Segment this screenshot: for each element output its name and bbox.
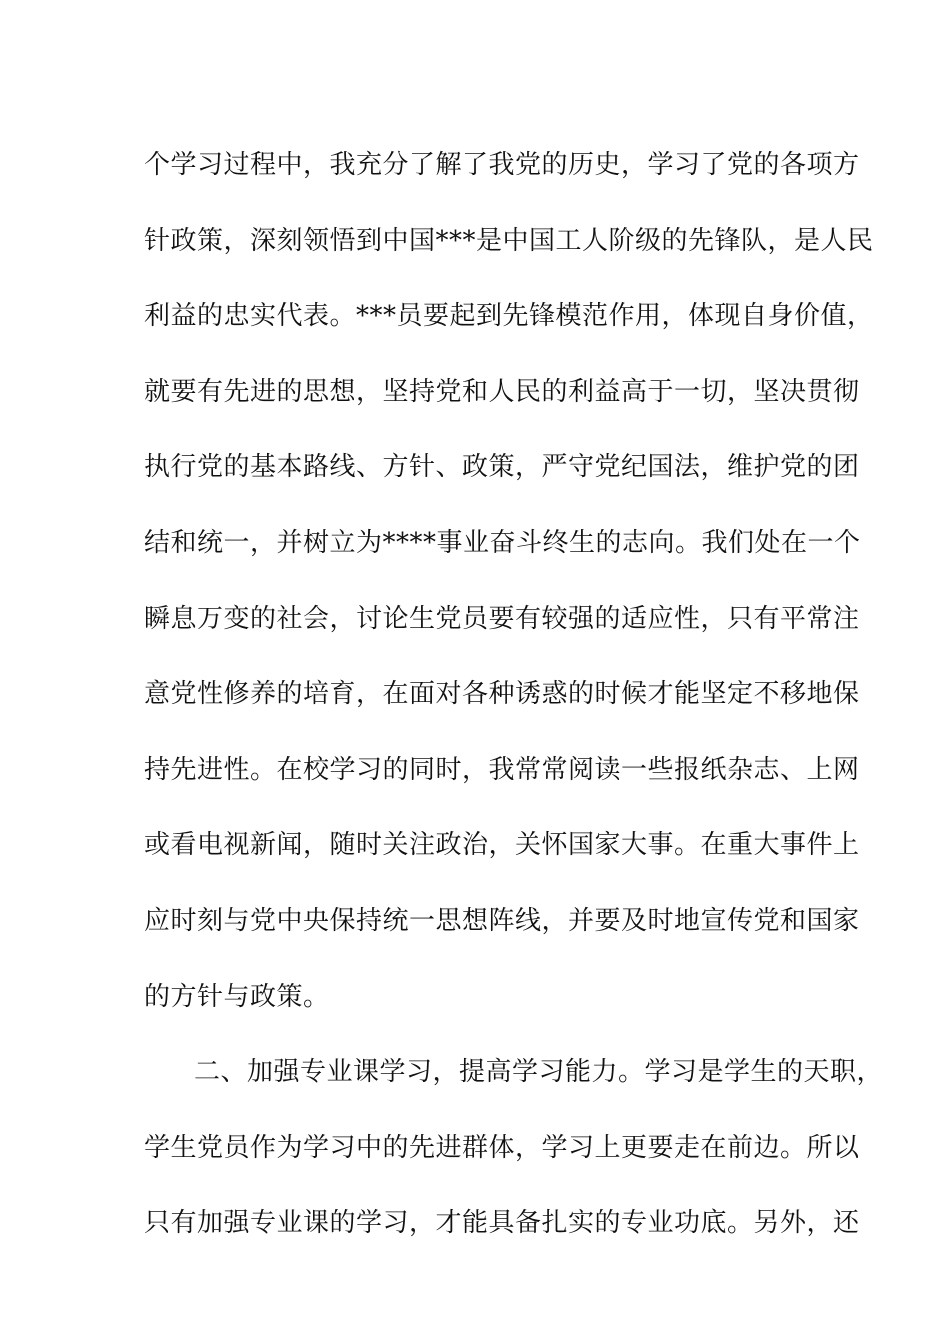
text-line: 或看电视新闻，随时关注政治，关怀国家大事。在重大事件上	[144, 830, 860, 861]
text-line: 意党性修养的培育，在面对各种诱惑的时候才能坚定不移地保	[144, 679, 860, 710]
text-line: 结和统一，并树立为****事业奋斗终生的志向。我们处在一个	[144, 527, 861, 558]
paragraph-start-line: 二、加强专业课学习，提高学习能力。学习是学生的天职，	[194, 1057, 884, 1088]
text-line: 瞬息万变的社会，讨论生党员要有较强的适应性，只有平常注	[144, 603, 860, 634]
text-line: 只有加强专业课的学习，才能具备扎实的专业功底。另外，还	[144, 1208, 860, 1239]
text-line: 就要有先进的思想，坚持党和人民的利益高于一切，坚决贯彻	[144, 376, 860, 407]
text-line: 针政策，深刻领悟到中国***是中国工人阶级的先锋队，是人民	[144, 225, 874, 256]
text-line: 利益的忠实代表。***员要起到先锋模范作用，体现自身价值，	[144, 301, 874, 332]
text-line: 的方针与政策。	[144, 981, 330, 1012]
text-line: 应时刻与党中央保持统一思想阵线，并要及时地宣传党和国家	[144, 905, 860, 936]
text-line: 执行党的基本路线、方针、政策，严守党纪国法，维护党的团	[144, 452, 860, 483]
document-body	[144, 128, 884, 1262]
text-line: 持先进性。在校学习的同时，我常常阅读一些报纸杂志、上网	[144, 754, 860, 785]
text-line: 个学习过程中，我充分了解了我党的历史，学习了党的各项方	[144, 150, 860, 180]
text-line: 学生党员作为学习中的先进群体，学习上更要走在前边。所以	[144, 1132, 860, 1163]
